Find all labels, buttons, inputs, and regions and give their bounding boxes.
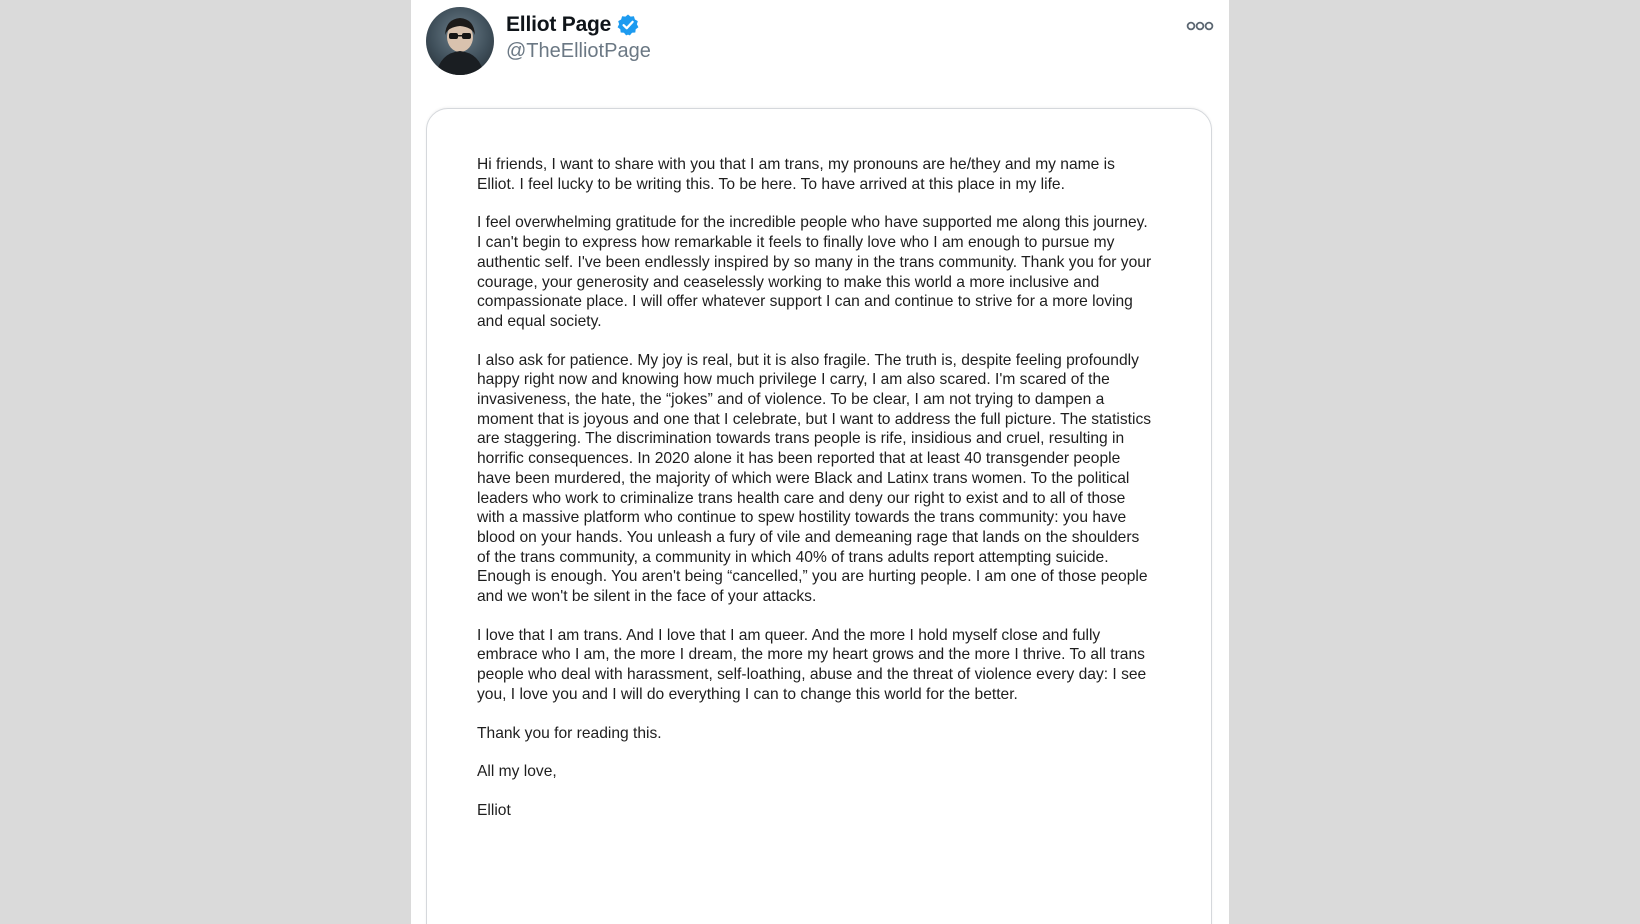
- profile-photo-icon: [426, 7, 494, 75]
- statement-paragraph: All my love,: [477, 763, 557, 781]
- statement-paragraph: I love that I am trans. And I love that I am queer. And the more I hold myself close and fully embrace who I am, the more I dream, the more my heart grows and the more I thrive. To all trans people who deal with harassment, self-loathing, abuse and the threat of violence every day: I see you, I love you and I will do everything I can to change this world for the better.: [477, 626, 1147, 703]
- statement-signature: Elliot: [477, 801, 511, 819]
- more-options-icon[interactable]: [1185, 16, 1215, 36]
- statement-paragraph: Hi friends, I want to share with you that I am trans, my pronouns are he/they and my name is Elliot. I feel lucky to be writing this. To be here. To have arrived at this place in my life.: [477, 156, 1115, 193]
- user-handle[interactable]: @TheElliotPage: [506, 40, 651, 62]
- statement-image-card[interactable]: [426, 108, 1212, 924]
- display-name[interactable]: Elliot Page: [506, 13, 612, 36]
- statement-paragraph: I also ask for patience. My joy is real, but it is also fragile. The truth is, despite feeling profoundly happy right now and knowing how much privilege I carry, I am also scared. I'm scared of the invasiveness, the hate, the “jokes” and of violence. To be clear, I am not trying to dampen a moment that is joyous and one that I celebrate, but I want to address the full picture. The statistics are staggering. The discrimination towards trans people is rife, insidious and cruel, resulting in horrific consequences. In 2020 alone it has been reported that at least 40 transgender people have been murdered, the majority of which were Black and Latinx trans women. To the political leaders who work to criminalize trans health care and deny our right to exist and to all of those with a massive platform who continue to spew hostility towards the trans community: you have blood on your hands. You unleash a fury of vile and demeaning rage that lands on the shoulders of the trans community, a community in which 40% of trans adults report attempting suicide. Enough is enough. You aren't being “cancelled,” you are hurting people. I am one of those people and we won't be silent in the face of your attacks.: [477, 351, 1152, 606]
- user-name-row: [506, 13, 640, 37]
- verified-badge-icon: [616, 13, 640, 37]
- statement-text: [477, 155, 1152, 840]
- statement-paragraph: Thank you for reading this.: [477, 724, 662, 742]
- statement-paragraph: I feel overwhelming gratitude for the incredible people who have supported me along this journey. I can't begin to express how remarkable it feels to finally love who I am enough to pursue my authentic self. I've been endlessly inspired by so many in the trans community. Thank you for your courage, your generosity and ceaselessly working to make this world a more inclusive and compassionate place. I will offer whatever support I can and continue to strive for a more loving and equal society.: [477, 214, 1152, 330]
- avatar[interactable]: [426, 7, 494, 75]
- tweet: [411, 0, 1229, 924]
